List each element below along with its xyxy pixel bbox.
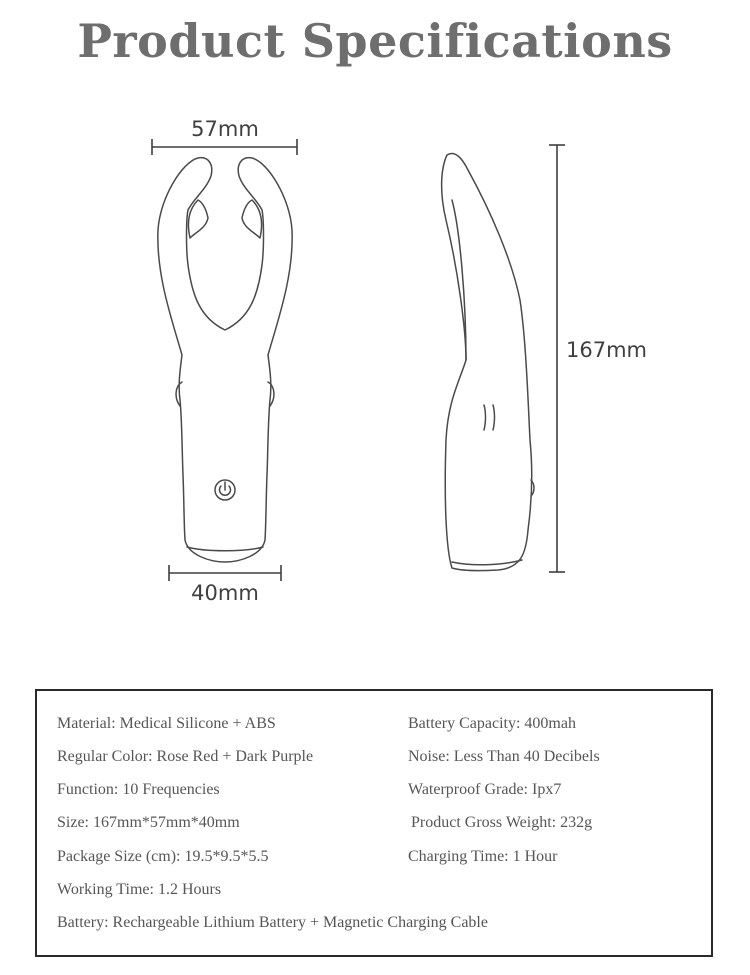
product-dimension-diagram xyxy=(0,100,750,620)
specifications-panel xyxy=(35,689,713,957)
spec-battery: Battery: Rechargeable Lithium Battery + Magnetic Charging Cable xyxy=(57,914,488,931)
bottom-width-label: 40mm xyxy=(191,581,259,605)
side-view-outline xyxy=(442,153,534,570)
spec-package-size: Package Size (cm): 19.5*9.5*5.5 xyxy=(57,848,269,865)
spec-color: Regular Color: Rose Red + Dark Purple xyxy=(57,748,314,765)
spec-gross-weight: Product Gross Weight: 232g xyxy=(411,814,593,831)
spec-charging-time: Charging Time: 1 Hour xyxy=(408,848,558,865)
spec-size: Size: 167mm*57mm*40mm xyxy=(57,814,240,831)
top-width-dimension xyxy=(152,139,297,155)
bottom-width-dimension xyxy=(169,565,281,581)
spec-function: Function: 10 Frequencies xyxy=(57,781,220,798)
front-view-outline xyxy=(158,158,292,562)
height-dimension xyxy=(549,145,565,572)
spec-working-time: Working Time: 1.2 Hours xyxy=(57,881,222,898)
spec-noise: Noise: Less Than 40 Decibels xyxy=(408,748,600,765)
page-title: Product Specifications xyxy=(77,14,673,68)
top-width-label: 57mm xyxy=(191,117,259,141)
spec-battery-capacity: Battery Capacity: 400mah xyxy=(408,715,576,732)
spec-waterproof: Waterproof Grade: Ipx7 xyxy=(408,781,562,798)
spec-material: Material: Medical Silicone + ABS xyxy=(57,715,276,732)
height-label: 167mm xyxy=(566,338,647,362)
